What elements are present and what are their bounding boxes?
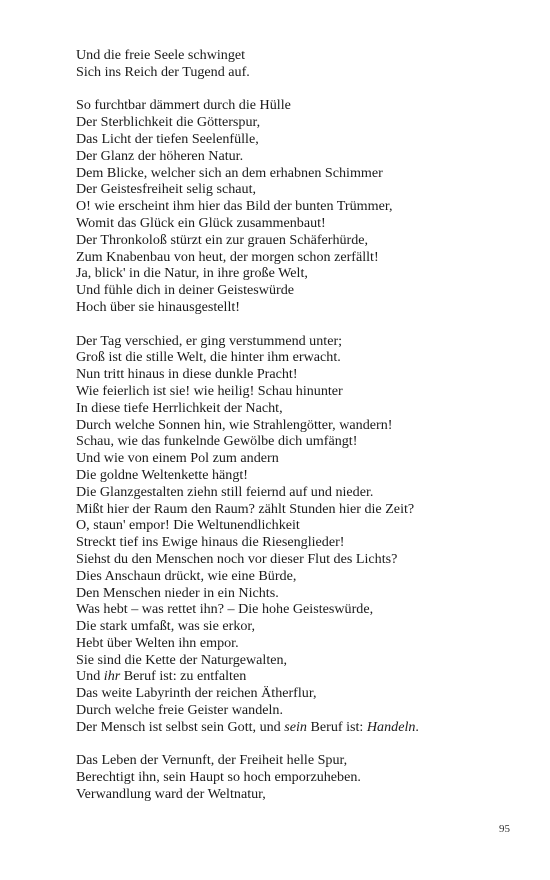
stanza: [76, 97, 506, 315]
verse-line: [76, 585, 506, 602]
verse-line: [76, 232, 506, 249]
line-text: Sie sind die Kette der Naturgewalten,: [76, 651, 288, 668]
verse-line: [76, 601, 506, 618]
line-text: Schau, wie das funkelnde Gewölbe dich umfängt!: [76, 433, 358, 450]
stanza: [76, 752, 506, 802]
page-number: 95: [499, 823, 510, 835]
verse-line: [76, 769, 506, 786]
line-text: Nun tritt hinaus in diese dunkle Pracht!: [76, 366, 298, 383]
verse-line: [76, 433, 506, 450]
verse-line: [76, 668, 506, 685]
line-text: Die Glanzgestalten ziehn still feiernd auf und nieder.: [76, 483, 374, 500]
stanza: [76, 47, 506, 81]
verse-line: [76, 333, 506, 350]
emphasized-text: ihr: [103, 668, 121, 685]
verse-line: [76, 417, 506, 434]
line-text: Die stark umfaßt, was sie erkor,: [76, 618, 256, 635]
verse-line: [76, 181, 506, 198]
line-text: Was hebt – was rettet ihn? – Die hohe Geisteswürde,: [76, 601, 374, 618]
line-text: Zum Knabenbau von heut, der morgen schon zerfällt!: [76, 248, 379, 265]
verse-line: [76, 114, 506, 131]
verse-line: [76, 484, 506, 501]
verse-line: [76, 131, 506, 148]
verse-line: [76, 97, 506, 114]
line-text: Ja, blick' in die Natur, in ihre große Welt,: [76, 265, 308, 282]
line-text: In diese tiefe Herrlichkeit der Nacht,: [76, 399, 283, 416]
line-text: Durch welche freie Geister wandeln.: [76, 702, 284, 719]
verse-line: [76, 786, 506, 803]
verse-line: [76, 47, 506, 64]
verse-line: [76, 366, 506, 383]
verse-line: [76, 635, 506, 652]
verse-line: [76, 215, 506, 232]
line-text: Groß ist die stille Welt, die hinter ihm erwacht.: [76, 349, 341, 366]
poem-text: [76, 47, 506, 820]
line-text: Siehst du den Menschen noch vor dieser Flut des Lichts?: [76, 550, 398, 567]
verse-line: [76, 450, 506, 467]
emphasized-text: sein: [284, 718, 307, 735]
verse-line: [76, 165, 506, 182]
verse-line: [76, 299, 506, 316]
verse-line: [76, 618, 506, 635]
line-text: Durch welche Sonnen hin, wie Strahlengötter, wandern!: [76, 416, 393, 433]
line-text: Das weite Labyrinth der reichen Ätherflur,: [76, 685, 317, 702]
line-text: Hebt über Welten ihn empor.: [76, 634, 239, 651]
verse-line: [76, 265, 506, 282]
line-text: Mißt hier der Raum den Raum? zählt Stunden hier die Zeit?: [76, 500, 415, 517]
line-text: Womit das Glück ein Glück zusammenbaut!: [76, 214, 326, 231]
verse-line: [76, 568, 506, 585]
line-text: .: [415, 718, 419, 735]
verse-line: [76, 551, 506, 568]
line-text: Der Mensch ist selbst sein Gott, und: [76, 718, 285, 735]
line-text: Beruf ist:: [306, 718, 367, 735]
verse-line: [76, 349, 506, 366]
line-text: Der Sterblichkeit die Götterspur,: [76, 114, 261, 131]
line-text: Wie feierlich ist sie! wie heilig! Schau hinunter: [76, 382, 343, 399]
line-text: Der Glanz der höheren Natur.: [76, 147, 244, 164]
verse-line: [76, 534, 506, 551]
verse-line: [76, 517, 506, 534]
line-text: Sich ins Reich der Tugend auf.: [76, 63, 250, 80]
line-text: Dem Blicke, welcher sich an dem erhabnen Schimmer: [76, 164, 383, 181]
line-text: Der Tag verschied, er ging verstummend unter;: [76, 332, 343, 349]
line-text: Und die freie Seele schwinget: [76, 47, 246, 63]
line-text: Hoch über sie hinausgestellt!: [76, 298, 240, 315]
line-text: Der Thronkoloß stürzt ein zur grauen Schäferhürde,: [76, 231, 369, 248]
verse-line: [76, 148, 506, 165]
line-text: Und: [76, 668, 104, 685]
line-text: Und wie von einem Pol zum andern: [76, 450, 279, 467]
line-text: Das Licht der tiefen Seelenfülle,: [76, 130, 259, 147]
verse-line: [76, 467, 506, 484]
verse-line: [76, 501, 506, 518]
line-text: So furchtbar dämmert durch die Hülle: [76, 97, 291, 114]
verse-line: [76, 702, 506, 719]
emphasized-text: Handeln: [366, 718, 416, 735]
line-text: Beruf ist: zu entfalten: [120, 668, 247, 685]
line-text: Streckt tief ins Ewige hinaus die Riesenglieder!: [76, 534, 345, 551]
line-text: Berechtigt ihn, sein Haupt so hoch emporzuheben.: [76, 769, 361, 786]
line-text: Der Geistesfreiheit selig schaut,: [76, 181, 257, 198]
line-text: Verwandlung ward der Weltnatur,: [76, 786, 266, 803]
verse-line: [76, 752, 506, 769]
verse-line: [76, 383, 506, 400]
verse-line: [76, 198, 506, 215]
verse-line: [76, 685, 506, 702]
verse-line: [76, 652, 506, 669]
verse-line: [76, 400, 506, 417]
verse-line: [76, 719, 506, 736]
verse-line: [76, 64, 506, 81]
line-text: O, staun' empor! Die Weltunendlichkeit: [76, 517, 300, 534]
line-text: Und fühle dich in deiner Geisteswürde: [76, 282, 294, 299]
line-text: Die goldne Weltenkette hängt!: [76, 466, 248, 483]
stanza: [76, 333, 506, 736]
verse-line: [76, 249, 506, 266]
line-text: Das Leben der Vernunft, der Freiheit helle Spur,: [76, 752, 348, 769]
verse-line: [76, 282, 506, 299]
line-text: Den Menschen nieder in ein Nichts.: [76, 584, 279, 601]
line-text: Dies Anschaun drückt, wie eine Bürde,: [76, 567, 297, 584]
line-text: O! wie erscheint ihm hier das Bild der bunten Trümmer,: [76, 198, 393, 215]
